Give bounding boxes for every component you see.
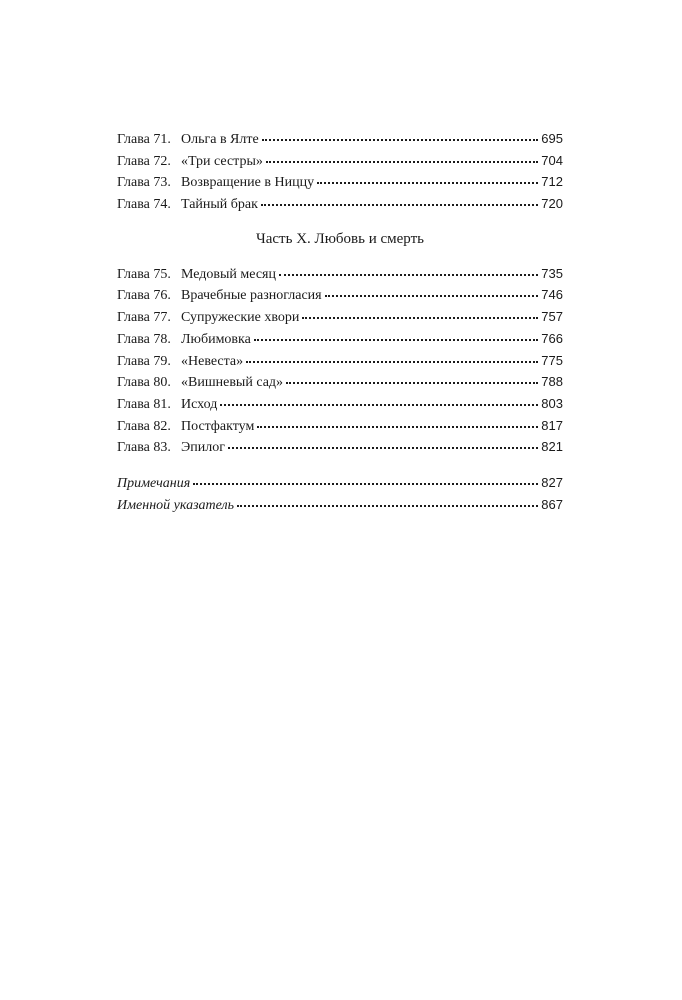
toc-back-matter xyxy=(117,472,563,515)
toc-entry[interactable] xyxy=(117,436,563,458)
page-number: 704 xyxy=(541,152,563,168)
page-number: 757 xyxy=(541,309,563,325)
toc-entry[interactable] xyxy=(117,350,563,372)
dot-leader xyxy=(220,404,538,406)
spacer xyxy=(117,458,563,472)
toc-entry[interactable] xyxy=(117,128,563,150)
chapter-number: Глава 77. xyxy=(117,310,171,326)
dot-leader xyxy=(237,505,538,507)
page-number: 867 xyxy=(541,496,563,512)
chapter-title: «Три сестры» xyxy=(181,153,263,169)
table-of-contents xyxy=(117,128,563,515)
page-number: 695 xyxy=(541,131,563,146)
dot-leader xyxy=(262,139,539,141)
toc-entry[interactable] xyxy=(117,306,563,328)
chapter-title: Тайный брак xyxy=(181,197,258,213)
dot-leader xyxy=(279,274,538,276)
page-number: 827 xyxy=(541,474,563,490)
toc-entry[interactable] xyxy=(117,393,563,415)
toc-entry[interactable] xyxy=(117,328,563,350)
chapter-number: Глава 79. xyxy=(117,353,171,369)
chapter-title: Врачебные разногласия xyxy=(181,288,322,304)
dot-leader xyxy=(246,361,538,363)
page-number: 735 xyxy=(541,265,563,281)
dot-leader xyxy=(317,182,538,184)
toc-entry[interactable] xyxy=(117,371,563,393)
page-number: 712 xyxy=(541,174,563,190)
page-number: 766 xyxy=(541,330,563,346)
page-number: 775 xyxy=(541,352,563,368)
chapter-number: Глава 76. xyxy=(117,288,171,304)
toc-entry-notes[interactable] xyxy=(117,472,563,494)
chapter-title: Супружеские хвори xyxy=(181,310,300,326)
toc-entry[interactable] xyxy=(117,150,563,172)
chapter-title: Постфактум xyxy=(181,418,255,434)
dot-leader xyxy=(254,339,538,341)
chapter-number: Глава 82. xyxy=(117,418,171,434)
chapter-title: Исход xyxy=(181,396,218,412)
toc-entry[interactable] xyxy=(117,193,563,215)
chapter-number: Глава 72. xyxy=(117,153,171,169)
toc-group-part-ix xyxy=(117,128,563,215)
toc-entry[interactable] xyxy=(117,415,563,437)
dot-leader xyxy=(193,483,538,485)
chapter-title: «Вишневый сад» xyxy=(181,375,284,391)
dot-leader xyxy=(302,317,538,319)
page-number: 720 xyxy=(541,196,563,212)
dot-leader xyxy=(325,295,539,297)
dot-leader xyxy=(228,447,538,449)
chapter-number: Глава 71. xyxy=(117,132,171,147)
part-heading: Часть X. Любовь и смерть xyxy=(255,230,424,247)
dot-leader xyxy=(261,204,538,206)
chapter-number: Глава 78. xyxy=(117,331,171,347)
chapter-number: Глава 73. xyxy=(117,175,171,191)
chapter-title: Возвращение в Ниццу xyxy=(181,175,315,191)
chapter-number: Глава 81. xyxy=(117,396,171,412)
dot-leader xyxy=(286,382,538,384)
page-number: 746 xyxy=(541,287,563,303)
entry-title: Примечания xyxy=(117,475,191,491)
toc-entry[interactable] xyxy=(117,263,563,285)
page-number: 817 xyxy=(541,417,563,433)
toc-entry-name-index[interactable] xyxy=(117,494,563,516)
chapter-number: Глава 83. xyxy=(117,440,171,456)
toc-group-part-x xyxy=(117,263,563,458)
dot-leader xyxy=(257,426,538,428)
dot-leader xyxy=(266,161,538,163)
entry-title: Именной указатель xyxy=(117,497,234,513)
chapter-number: Глава 75. xyxy=(117,266,171,282)
toc-entry[interactable] xyxy=(117,171,563,193)
chapter-number: Глава 80. xyxy=(117,375,171,391)
chapter-title: Медовый месяц xyxy=(181,266,276,282)
toc-entry[interactable] xyxy=(117,284,563,306)
page-number: 821 xyxy=(541,439,563,455)
chapter-title: «Невеста» xyxy=(181,353,244,369)
spacer xyxy=(117,215,563,227)
chapter-title: Любимовка xyxy=(181,331,251,347)
chapter-number: Глава 74. xyxy=(117,197,171,213)
page-number: 803 xyxy=(541,395,563,411)
chapter-title: Ольга в Ялте xyxy=(181,132,259,147)
chapter-title: Эпилог xyxy=(181,440,225,456)
page-number: 788 xyxy=(541,374,563,390)
spacer xyxy=(117,251,563,263)
